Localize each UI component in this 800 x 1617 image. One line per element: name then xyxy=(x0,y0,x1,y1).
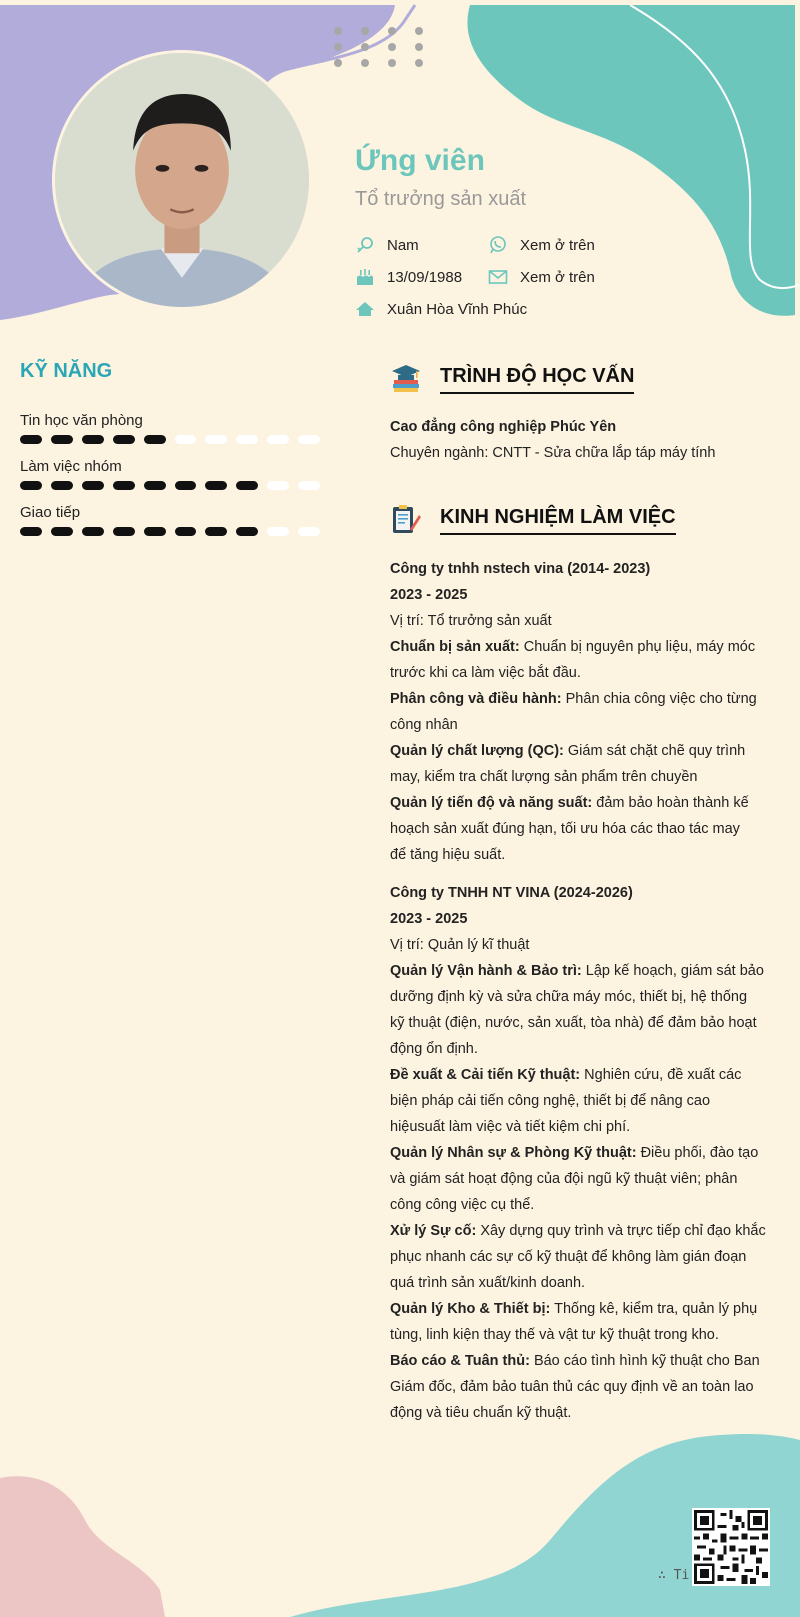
skill-item xyxy=(20,412,320,444)
phone-icon xyxy=(488,236,508,254)
job-duty-cont: và giám sát hoạt động của đội ngũ kỹ thuật viên; phân xyxy=(390,1171,738,1187)
job-duty-cont: biện pháp cải tiến công nghệ, thiết bị để nâng cao xyxy=(390,1093,711,1109)
job-duty: Đề xuất & Cải tiến Kỹ thuật: Nghiên cứu, đề xuất các xyxy=(390,1067,742,1083)
email-value: Xem ở trên xyxy=(520,268,595,286)
clipboard-icon xyxy=(390,503,422,535)
info-gender xyxy=(355,236,419,254)
job-duty-cont: dưỡng định kỳ và sửa chữa máy móc, thiết bị, hệ thống xyxy=(390,989,748,1005)
address-value: Xuân Hòa Vĩnh Phúc xyxy=(387,300,528,318)
skill-dot xyxy=(267,481,289,490)
job-duty: Chuẩn bị sản xuất: Chuẩn bị nguyên phụ liệu, máy móc xyxy=(390,639,756,655)
gender-value: Nam xyxy=(387,236,419,254)
job-duty-cont: công công việc cụ thể. xyxy=(390,1197,535,1213)
major: Chuyên ngành: CNTT - Sửa chữa lắp táp máy tính xyxy=(390,445,716,461)
job-duty: Xử lý Sự cố: Xây dựng quy trình và trực tiếp chỉ đạo khắc xyxy=(390,1223,766,1239)
skill-dot xyxy=(298,481,320,490)
skill-dot xyxy=(113,481,135,490)
skill-dot xyxy=(298,527,320,536)
job-duty-cont: động ổn định. xyxy=(390,1041,478,1057)
job-duty: Quản lý chất lượng (QC): Giám sát chặt chẽ quy trình xyxy=(390,743,746,759)
skill-dot xyxy=(82,435,104,444)
skill-dot xyxy=(175,527,197,536)
experience-header xyxy=(390,503,676,535)
skill-dot xyxy=(20,481,42,490)
job-duty: Quản lý Vận hành & Bảo trì: Lập kế hoạch, giám sát bảo xyxy=(390,963,764,979)
skill-rating xyxy=(20,527,320,536)
phone-value: Xem ở trên xyxy=(520,236,595,254)
skill-dot xyxy=(144,435,166,444)
skill-dot xyxy=(267,527,289,536)
education-body xyxy=(390,414,770,466)
skill-dot xyxy=(51,481,73,490)
job-period: 2023 - 2025 xyxy=(390,587,468,603)
job-duty: Quản lý Kho & Thiết bị: Thống kê, kiểm tra, quản lý phụ xyxy=(390,1301,758,1317)
skill-dot xyxy=(236,481,258,490)
graduation-cap-icon xyxy=(390,362,422,394)
birthday-cake-icon xyxy=(355,268,375,286)
skill-dot xyxy=(144,527,166,536)
skill-dot xyxy=(175,435,197,444)
job-duty-cont: hoạch sản xuất đúng hạn, tối ưu hóa các thao tác may xyxy=(390,821,740,837)
skill-dot xyxy=(205,481,227,490)
avatar xyxy=(52,50,312,310)
info-address xyxy=(355,300,527,318)
footer-watermark: ∴ Ti xyxy=(658,1568,690,1583)
skill-dot xyxy=(20,435,42,444)
job-duty: Quản lý tiến độ và năng suất: đảm bảo hoàn thành kế xyxy=(390,795,749,811)
skill-dot xyxy=(144,481,166,490)
skill-dot xyxy=(82,527,104,536)
education-header xyxy=(390,362,634,394)
skill-dot xyxy=(51,527,73,536)
job-duty-cont: quá trình sản xuất/kinh doanh. xyxy=(390,1275,586,1291)
gender-icon xyxy=(355,236,375,254)
job-duty-cont: hiệusuất làm việc và tiết kiệm chi phí. xyxy=(390,1119,631,1135)
skill-item xyxy=(20,458,320,490)
job-duty-cont: tùng, linh kiện thay thế và vật tư kỹ thuật trong kho. xyxy=(390,1327,719,1343)
skill-dot xyxy=(205,527,227,536)
job-duty-cont: công nhân xyxy=(390,717,458,733)
candidate-name: Ứng viên xyxy=(355,144,485,177)
envelope-icon xyxy=(488,268,508,286)
skill-label: Giao tiếp xyxy=(20,504,81,521)
skill-label: Làm việc nhóm xyxy=(20,458,122,475)
skill-dot xyxy=(205,435,227,444)
skill-dot xyxy=(267,435,289,444)
job-duty: Báo cáo & Tuân thủ: Báo cáo tình hình kỹ thuật cho Ban xyxy=(390,1353,760,1369)
birthday-value: 13/09/1988 xyxy=(387,268,463,286)
job-duty-cont: để tăng hiệu suất. xyxy=(390,847,506,863)
job-role: Vị trí: Quản lý kĩ thuật xyxy=(390,937,530,953)
job-duty: Quản lý Nhân sự & Phòng Kỹ thuật: Điều phối, đào tạo xyxy=(390,1145,759,1161)
skill-dot xyxy=(236,435,258,444)
skill-dot xyxy=(51,435,73,444)
info-birthday xyxy=(355,268,462,286)
info-phone xyxy=(488,236,595,254)
qr-code xyxy=(692,1508,770,1586)
info-email xyxy=(488,268,595,286)
school-name: Cao đẳng công nghiệp Phúc Yên xyxy=(390,419,617,435)
job-role: Vị trí: Tổ trưởng sản xuất xyxy=(390,613,552,629)
job-duty-cont: kỹ thuật (điện, nước, sản xuất, tòa nhà) để đảm bảo hoạt xyxy=(390,1015,757,1031)
skill-dot xyxy=(175,481,197,490)
job-entry xyxy=(390,556,770,868)
job-duty-cont: phục nhanh các sự cố kỹ thuật để không làm gián đoạn xyxy=(390,1249,747,1265)
job-duty-cont: Giám đốc, đảm bảo tuân thủ các quy định về an toàn lao xyxy=(390,1379,754,1395)
job-company: Công ty tnhh nstech vina (2014- 2023) xyxy=(390,561,651,577)
job-duty-cont: trước khi ca làm việc bắt đầu. xyxy=(390,665,581,681)
skill-dot xyxy=(20,527,42,536)
skill-dot xyxy=(298,435,320,444)
skill-dot xyxy=(82,481,104,490)
skill-rating xyxy=(20,481,320,490)
skill-dot xyxy=(236,527,258,536)
job-duty: Phân công và điều hành: Phân chia công việc cho từng xyxy=(390,691,757,707)
job-duty-cont: may, kiểm tra chất lượng sản phẩm trên chuyền xyxy=(390,769,698,785)
candidate-position: Tổ trưởng sản xuất xyxy=(355,188,527,210)
skill-dot xyxy=(113,527,135,536)
education-title: TRÌNH ĐỘ HỌC VẤN xyxy=(440,365,634,394)
job-entry xyxy=(390,880,770,1426)
skill-dot xyxy=(113,435,135,444)
skill-item xyxy=(20,504,320,536)
skill-rating xyxy=(20,435,320,444)
job-company: Công ty TNHH NT VINA (2024-2026) xyxy=(390,885,633,901)
job-period: 2023 - 2025 xyxy=(390,911,468,927)
skills-heading: KỸ NĂNG xyxy=(20,360,113,382)
home-icon xyxy=(355,300,375,318)
skill-label: Tin học văn phòng xyxy=(20,412,143,429)
experience-title: KINH NGHIỆM LÀM VIỆC xyxy=(440,506,676,535)
job-duty-cont: động và tiêu chuẩn kỹ thuật. xyxy=(390,1405,572,1421)
